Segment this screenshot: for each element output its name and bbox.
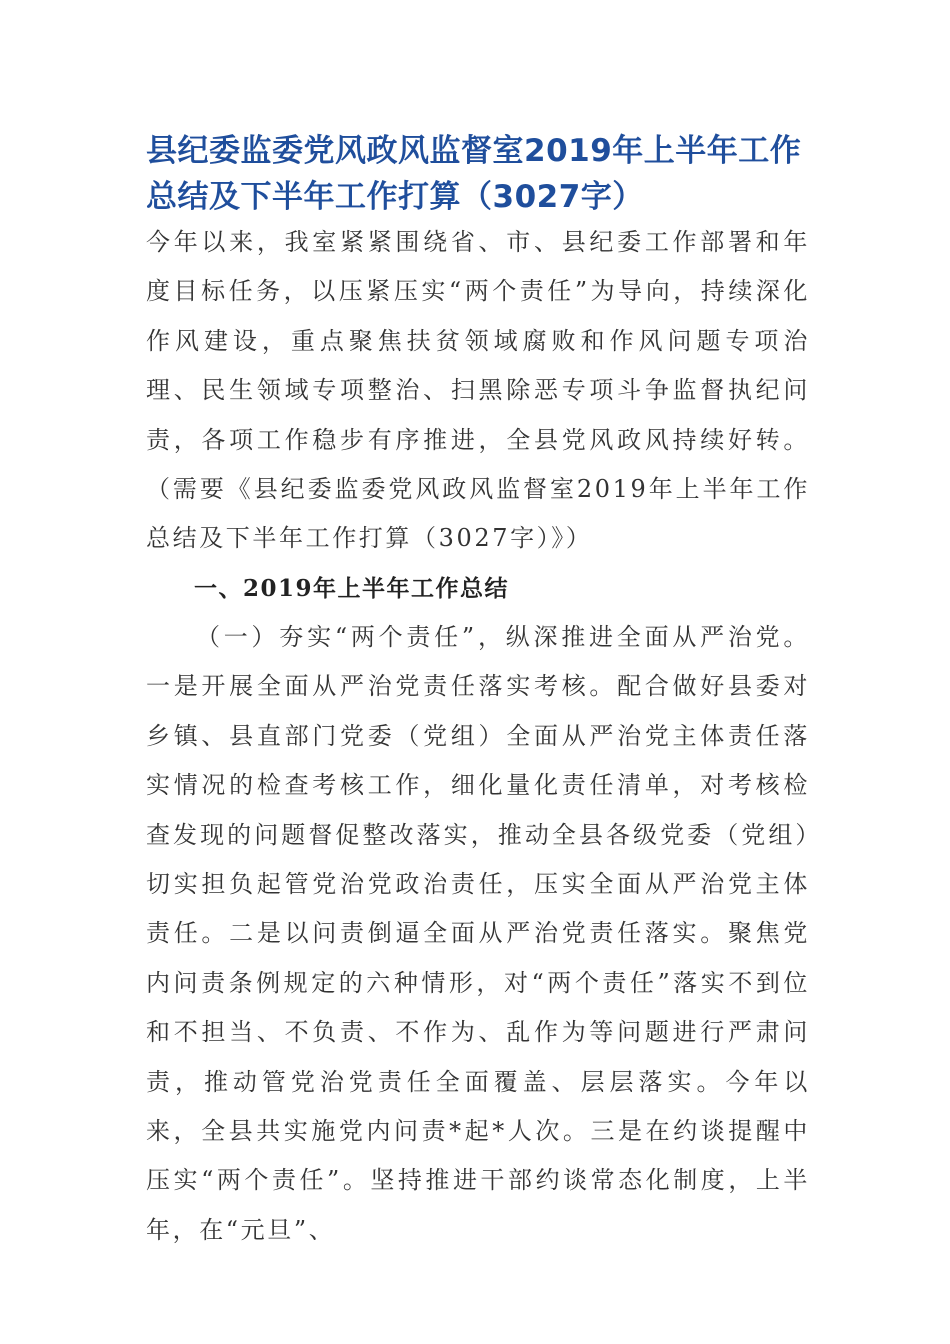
intro-paragraph: 今年以来，我室紧紧围绕省、市、县纪委工作部署和年度目标任务，以压紧压实“两个责任”为导向，持续深化作风建设，重点聚焦扶贫领域腐败和作风问题专项治理、民生领域专项整治、扫黑除恶专项斗争监督执纪问责，各项工作稳步有序推进，全县党风政风持续好转。（需要《县纪委监委党风政风监督室2019年上半年工作总结及下半年工作打算（3027字）》） — [146, 228, 810, 553]
body-paragraph: （一）夯实“两个责任”，纵深推进全面从严治党。一是开展全面从严治党责任落实考核。配合做好县委对乡镇、县直部门党委（党组）全面从严治党主体责任落实情况的检查考核工作，细化量化责任清单，对考核检查发现的问题督促整改落实，推动全县各级党委（党组）切实担负起管党治党政治责任，压实全面从严治党主体责任。二是以问责倒逼全面从严治党责任落实。聚焦党内问责条例规定的六种情形，对“两个责任”落实不到位和不担当、不负责、不作为、乱作为等问题进行严肃问责，推动管党治党责任全面覆盖、层层落实。今年以来，全县共实施党内问责*起*人次。三是在约谈提醒中压实“两个责任”。坚持推进干部约谈常态化制度，上半年，在“元旦”、 — [146, 623, 810, 1244]
section-heading: 一、2019年上半年工作总结 — [194, 575, 510, 602]
document-title: 县纪委监委党风政风监督室2019年上半年工作总结及下半年工作打算（3027字） — [146, 133, 802, 215]
